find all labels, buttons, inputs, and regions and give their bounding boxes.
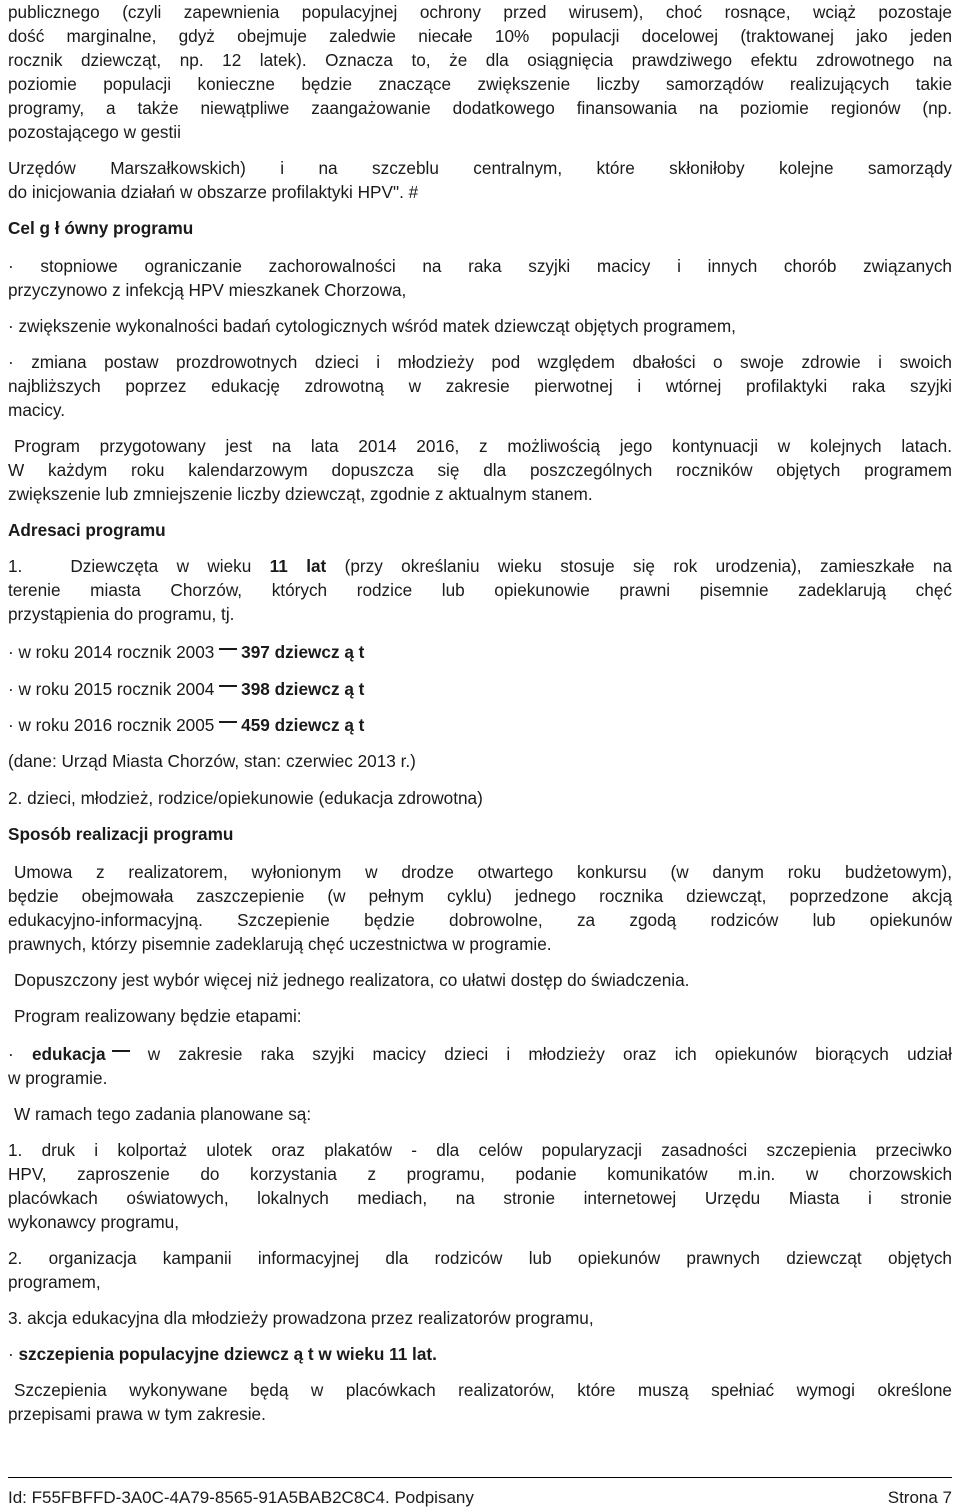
document-id: Id: F55FBFFD-3A0C-4A79-8565-91A5BAB2C8C4. Podpisany <box>8 1488 474 1507</box>
page-number: Strona 7 <box>887 1488 952 1507</box>
intro-paragraph <box>8 0 952 144</box>
text-line: macicy. <box>8 400 65 420</box>
text-line: będzie obejmowała zaszczepienie (w pełnym cyklu) jednego rocznika dziewcząt, poprzedzone akcją <box>8 886 952 906</box>
text-line: 1. Dziewczęta w wieku 11 lat (przy określaniu wieku stosuje się rok urodzenia), zamieszkałe na <box>8 556 952 576</box>
text-line: HPV, zaproszenie do korzystania z programu, podanie komunikatów m.in. w chorzowskich <box>8 1164 952 1184</box>
text-line: placówkach oświatowych, lokalnych mediach, na stronie internetowej Urzędu Miasta i stronie <box>8 1188 952 1208</box>
text-line: programy, a także niewątpliwe zaangażowanie dodatkowego finansowania na poziomie regionów (np. <box>8 98 952 118</box>
tasks-intro: W ramach tego zadania planowane są: <box>14 1104 312 1124</box>
text-line: · zmiana postaw prozdrowotnych dzieci i młodzieży pod względem dbałości o swoje zdrowie i swoich <box>8 352 952 372</box>
page-footer <box>8 1477 952 1508</box>
year-row: · w roku 2015 rocznik 2004 398 dziewcz ą t <box>8 679 365 699</box>
goal-item: · zwiększenie wykonalności badań cytologicznych wśród matek dziewcząt objętych programem, <box>8 316 736 336</box>
text-line: Umowa z realizatorem, wyłonionym w drodze otwartego konkursu (w danym roku budżetowym), <box>14 862 952 882</box>
section-heading-recipients: Adresaci programu <box>8 520 166 540</box>
task-item <box>8 1138 952 1234</box>
goal-item <box>8 350 952 422</box>
text-line: zwiększenie lub zmniejszenie liczby dziewcząt, zgodnie z aktualnym stanem. <box>8 484 593 504</box>
text-line: pozostającego w gestii <box>8 122 181 142</box>
text-line: Urzędów Marszałkowskich) i na szczeblu centralnym, które skłoniłoby kolejne samorządy <box>8 158 952 178</box>
text-line: 2. organizacja kampanii informacyjnej dla rodziców lub opiekunów prawnych dziewcząt objętych <box>8 1248 952 1268</box>
text-line: dość marginalne, gdyż obejmuje zaledwie niecałe 10% populacji docelowej (traktowanej jako jeden <box>8 26 952 46</box>
task-item: 3. akcja edukacyjna dla młodzieży prowadzona przez realizatorów programu, <box>8 1308 594 1328</box>
text-line: przystąpienia do programu, tj. <box>8 604 235 624</box>
text-line: terenie miasta Chorzów, których rodzice lub opiekunowie prawni pisemnie zadeklarują chęć <box>8 580 952 600</box>
text-line: poziomie populacji konieczne będzie znaczące zwiększenie liczby samorządów realizujących takie <box>8 74 952 94</box>
goal-item <box>8 254 952 302</box>
text-line: Program przygotowany jest na lata 2014 2016, z możliwością jego kontynuacji w kolejnych latach. <box>14 436 952 456</box>
task-item <box>8 1246 952 1294</box>
text-line: programem, <box>8 1272 101 1292</box>
text-line: do inicjowania działań w obszarze profilaktyki HPV". # <box>8 182 419 202</box>
method-paragraph <box>8 860 952 956</box>
list-number: 1. <box>8 556 23 576</box>
intro-paragraph-cont <box>8 156 952 204</box>
text-line: przepisami prawa w tym zakresie. <box>8 1404 266 1424</box>
recipients-item-2: 2. dzieci, młodzież, rodzice/opiekunowie (edukacja zdrowotna) <box>8 788 483 808</box>
year-row: · w roku 2014 rocznik 2003 397 dziewcz ą t <box>8 642 365 662</box>
text-line: najbliższych poprzez edukację zdrowotną w zakresie pierwotnej i wtórnej profilaktyki raka szyjki <box>8 376 952 396</box>
text-line: · edukacja w zakresie raka szyjki macicy dzieci i młodzieży oraz ich opiekunów biorących udział <box>8 1044 953 1064</box>
text-line: wykonawcy programu, <box>8 1212 179 1232</box>
method-paragraph: Program realizowany będzie etapami: <box>14 1006 302 1026</box>
stage-education <box>8 1042 952 1090</box>
year-row: · w roku 2016 rocznik 2005 459 dziewcz ą t <box>8 715 365 735</box>
recipients-item-1 <box>8 554 952 626</box>
text-line: edukacyjno-informacyjną. Szczepienie będzie dobrowolne, za zgodą rodziców lub opiekunów <box>8 910 952 930</box>
text-line: Szczepienia wykonywane będą w placówkach realizatorów, które muszą spełniać wymogi określone <box>14 1380 952 1400</box>
data-source: (dane: Urząd Miasta Chorzów, stan: czerwiec 2013 r.) <box>8 751 416 771</box>
stage-vaccination: · szczepienia populacyjne dziewcz ą t w wieku 11 lat. <box>8 1344 437 1364</box>
text-line: w programie. <box>8 1068 108 1088</box>
text-line: W każdym roku kalendarzowym dopuszcza się dla poszczególnych roczników objętych programem <box>8 460 952 480</box>
text-line: prawnych, którzy pisemnie zadeklarują chęć uczestnictwa w programie. <box>8 934 552 954</box>
text-line: przyczynowo z infekcją HPV mieszkanek Chorzowa, <box>8 280 407 300</box>
text-line: 1. druk i kolportaż ulotek oraz plakatów - dla celów popularyzacji zasadności szczepienia przeciwko <box>8 1140 952 1160</box>
text-line: publicznego (czyli zapewnienia populacyjnej ochrony przed wirusem), choć rosnące, wciąż pozostaje <box>8 2 952 22</box>
section-heading-goal: Cel g ł ówny programu <box>8 218 194 238</box>
method-paragraph: Dopuszczony jest wybór więcej niż jednego realizatora, co ułatwi dostęp do świadczenia. <box>14 970 690 990</box>
final-paragraph <box>8 1378 952 1426</box>
text-line: · stopniowe ograniczanie zachorowalności na raka szyjki macicy i innych chorób związanych <box>8 256 952 276</box>
duration-paragraph <box>8 434 952 506</box>
text-line: rocznik dziewcząt, np. 12 latek). Oznacza to, że dla osiągnięcia prawdziwego efektu zdrowotnego na <box>8 50 952 70</box>
section-heading-method: Sposób realizacji programu <box>8 824 234 844</box>
